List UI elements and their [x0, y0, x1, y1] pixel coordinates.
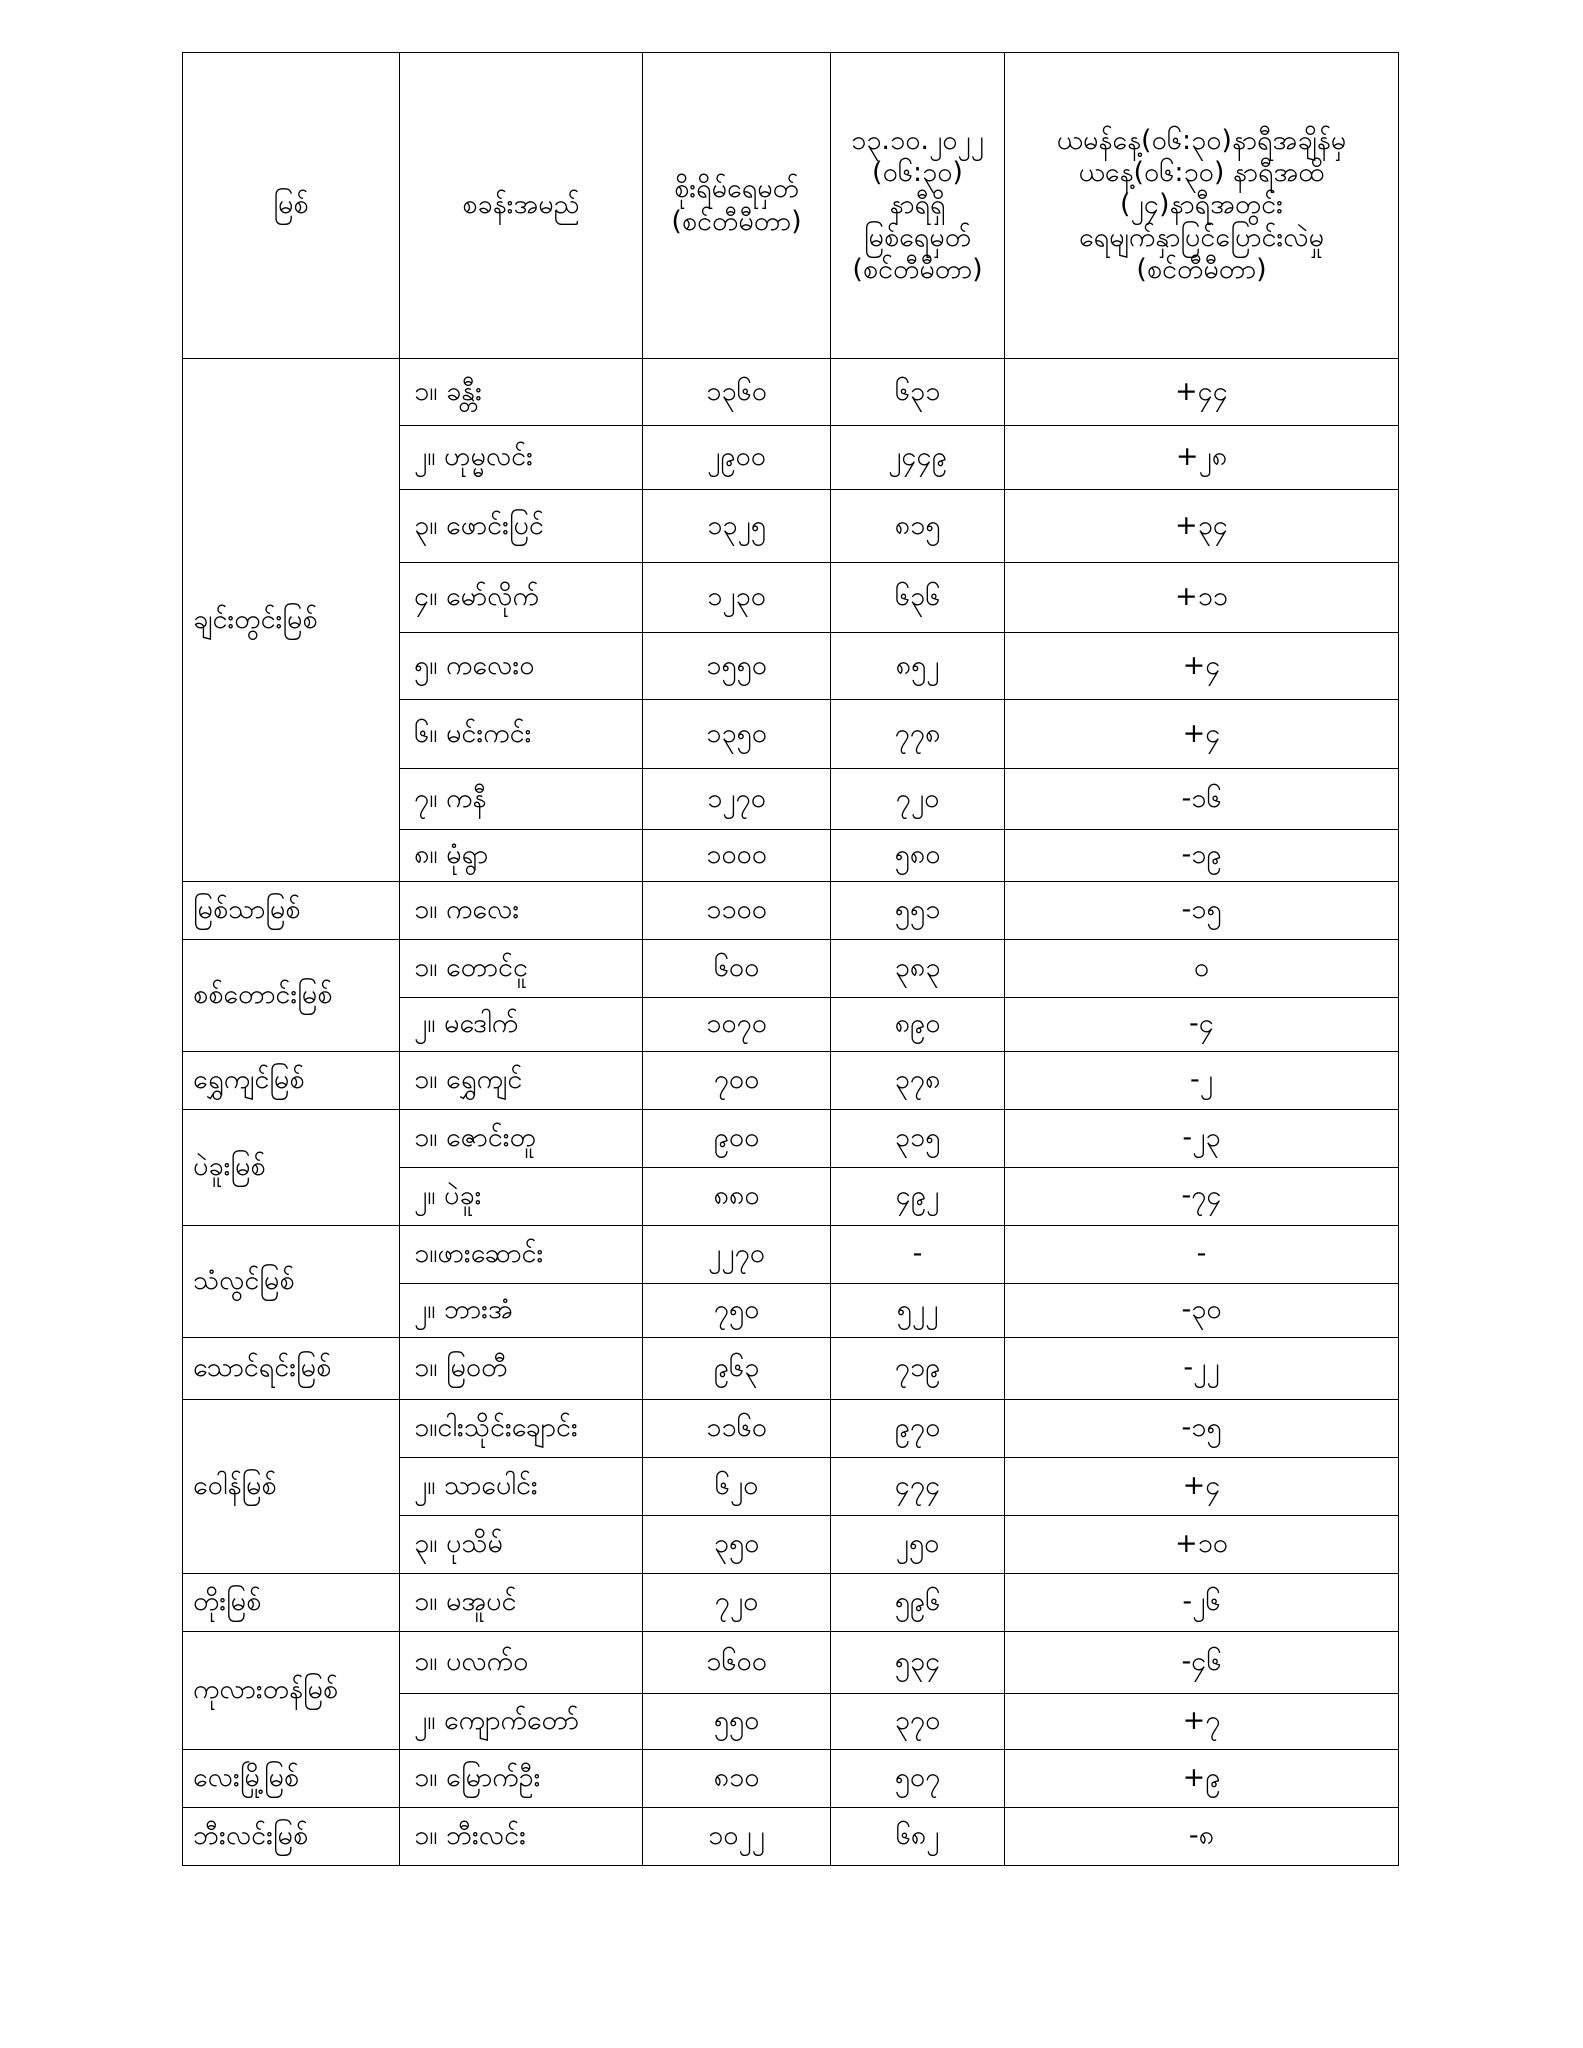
water-level-cell: ၅၂၂: [831, 1284, 1005, 1338]
water-level-cell: ၄၇၄: [831, 1458, 1005, 1516]
header-station: စခန်းအမည်: [400, 53, 643, 359]
level-change-cell: +၉: [1005, 1750, 1399, 1808]
level-change-cell: -၁၅: [1005, 1400, 1399, 1458]
station-name-cell: ၁။ ပလက်ဝ: [400, 1632, 643, 1694]
station-name-cell: ၃။ ဖောင်းပြင်: [400, 490, 643, 563]
table-row: [183, 1110, 1399, 1168]
station-name-cell: ၂။ ပဲခူး: [400, 1168, 643, 1226]
water-level-cell: ၅၈၀: [831, 830, 1005, 882]
table-row: [183, 1400, 1399, 1458]
river-name-cell: ဝေါန်မြစ်: [183, 1400, 400, 1574]
station-name-cell: ၁။ ကလေး: [400, 882, 643, 940]
danger-level-cell: ၅၅၀: [643, 1694, 831, 1750]
table-row: [183, 940, 1399, 998]
station-name-cell: ၂။ ဟုမ္မလင်း: [400, 426, 643, 490]
river-name-cell: သောင်ရင်းမြစ်: [183, 1338, 400, 1400]
danger-level-cell: ၃၅၀: [643, 1516, 831, 1574]
level-change-cell: +၄: [1005, 633, 1399, 700]
station-name-cell: ၁။ တောင်ငူ: [400, 940, 643, 998]
level-change-cell: -၂: [1005, 1052, 1399, 1110]
level-change-cell: -၁၅: [1005, 882, 1399, 940]
level-change-cell: -၂၃: [1005, 1110, 1399, 1168]
water-level-cell: ၈၉၀: [831, 998, 1005, 1052]
water-level-table: [182, 52, 1399, 1866]
river-name-cell: သံလွင်မြစ်: [183, 1226, 400, 1338]
danger-level-cell: ၇၂၀: [643, 1574, 831, 1632]
water-level-cell: ၉၇၀: [831, 1400, 1005, 1458]
danger-level-cell: ၆၂၀: [643, 1458, 831, 1516]
danger-level-cell: ၁၁၆၀: [643, 1400, 831, 1458]
water-level-cell: ၈၅၂: [831, 633, 1005, 700]
danger-level-cell: ၉၀၀: [643, 1110, 831, 1168]
river-name-cell: စစ်တောင်းမြစ်: [183, 940, 400, 1052]
water-level-cell: ၇၂၀: [831, 769, 1005, 830]
danger-level-cell: ၁၁၀၀: [643, 882, 831, 940]
water-level-cell: ၅၃၄: [831, 1632, 1005, 1694]
header-danger-level: စိုးရိမ်ရေမှတ် (စင်တီမီတာ): [643, 53, 831, 359]
danger-level-cell: ၉၆၃: [643, 1338, 831, 1400]
level-change-cell: -၁၉: [1005, 830, 1399, 882]
water-level-cell: ၆၃၁: [831, 359, 1005, 426]
level-change-cell: +၃၄: [1005, 490, 1399, 563]
water-level-cell: ၅၀၇: [831, 1750, 1005, 1808]
danger-level-cell: ၁၅၅၀: [643, 633, 831, 700]
station-name-cell: ၁။ ခန္တီး: [400, 359, 643, 426]
level-change-cell: +၄၄: [1005, 359, 1399, 426]
danger-level-cell: ၁၃၆၀: [643, 359, 831, 426]
water-level-cell: ၃၁၅: [831, 1110, 1005, 1168]
water-level-cell: ၆၈၂: [831, 1808, 1005, 1866]
table-row: [183, 1750, 1399, 1808]
station-name-cell: ၁။ ရွှေကျင်: [400, 1052, 643, 1110]
station-name-cell: ၂။ ဘားအံ: [400, 1284, 643, 1338]
level-change-cell: -၇၄: [1005, 1168, 1399, 1226]
danger-level-cell: ၁၃၂၅: [643, 490, 831, 563]
river-name-cell: ပဲခူးမြစ်: [183, 1110, 400, 1226]
level-change-cell: -၄၆: [1005, 1632, 1399, 1694]
table-row: [183, 1808, 1399, 1866]
header-water-level: ၁၃.၁၀.၂၀၂၂ (၀၆:၃၀) နာရီရှိ မြစ်ရေမှတ် (စင်တီမီတာ): [831, 53, 1005, 359]
station-name-cell: ၁။ မအူပင်: [400, 1574, 643, 1632]
level-change-cell: +၂၈: [1005, 426, 1399, 490]
water-level-cell: ၃၇၈: [831, 1052, 1005, 1110]
level-change-cell: +၁၀: [1005, 1516, 1399, 1574]
table-row: [183, 882, 1399, 940]
danger-level-cell: ၈၈၀: [643, 1168, 831, 1226]
danger-level-cell: ၁၆၀၀: [643, 1632, 831, 1694]
header-river: မြစ်: [183, 53, 400, 359]
danger-level-cell: ၆၀၀: [643, 940, 831, 998]
header-change: ယမန်နေ့(၀၆:၃၀)နာရီအချိန်မှ ယနေ့(၀၆:၃၀) နာရီအထိ (၂၄)နာရီအတွင်း ရေမျက်နှာပြင်ပြောင်းလဲမှု (စင်တီမီတာ): [1005, 53, 1399, 359]
danger-level-cell: ၇၀၀: [643, 1052, 831, 1110]
water-level-cell: -: [831, 1226, 1005, 1284]
danger-level-cell: ၇၅၀: [643, 1284, 831, 1338]
water-level-cell: ၃၈၃: [831, 940, 1005, 998]
danger-level-cell: ၁၀၂၂: [643, 1808, 831, 1866]
water-level-cell: ၇၇၈: [831, 700, 1005, 769]
danger-level-cell: ၁၃၅၀: [643, 700, 831, 769]
danger-level-cell: ၁၂၃၀: [643, 563, 831, 633]
river-name-cell: ကုလားတန်မြစ်: [183, 1632, 400, 1750]
station-name-cell: ၁။ဖားဆောင်း: [400, 1226, 643, 1284]
river-name-cell: တိုးမြစ်: [183, 1574, 400, 1632]
water-level-cell: ၅၅၁: [831, 882, 1005, 940]
table-row: [183, 359, 1399, 426]
river-name-cell: ရွှေကျင်မြစ်: [183, 1052, 400, 1110]
station-name-cell: ၃။ ပုသိမ်: [400, 1516, 643, 1574]
water-level-cell: ၆၃၆: [831, 563, 1005, 633]
level-change-cell: +၄: [1005, 700, 1399, 769]
water-level-cell: ၈၁၅: [831, 490, 1005, 563]
level-change-cell: +၄: [1005, 1458, 1399, 1516]
station-name-cell: ၄။ မော်လိုက်: [400, 563, 643, 633]
water-level-cell: ၇၁၉: [831, 1338, 1005, 1400]
station-name-cell: ၇။ ကနီ: [400, 769, 643, 830]
station-name-cell: ၁။ ဇောင်းတူ: [400, 1110, 643, 1168]
station-name-cell: ၂။ မဒေါက်: [400, 998, 643, 1052]
station-name-cell: ၁။ငါးသိုင်းချောင်း: [400, 1400, 643, 1458]
station-name-cell: ၈။ မုံရွာ: [400, 830, 643, 882]
station-name-cell: ၁။ မြောက်ဦး: [400, 1750, 643, 1808]
river-name-cell: ချင်းတွင်းမြစ်: [183, 359, 400, 882]
water-level-cell: ၂၅၀: [831, 1516, 1005, 1574]
station-name-cell: ၁။ မြဝတီ: [400, 1338, 643, 1400]
danger-level-cell: ၁၀၀၀: [643, 830, 831, 882]
level-change-cell: +၇: [1005, 1694, 1399, 1750]
danger-level-cell: ၈၁၀: [643, 1750, 831, 1808]
level-change-cell: ၀: [1005, 940, 1399, 998]
danger-level-cell: ၁၀၇၀: [643, 998, 831, 1052]
table-row: [183, 1574, 1399, 1632]
table-row: [183, 1338, 1399, 1400]
level-change-cell: -၁၆: [1005, 769, 1399, 830]
water-level-cell: ၅၉၆: [831, 1574, 1005, 1632]
table-body: [183, 359, 1399, 1866]
table-row: [183, 1052, 1399, 1110]
table-row: [183, 1226, 1399, 1284]
water-level-cell: ၄၉၂: [831, 1168, 1005, 1226]
level-change-cell: -၈: [1005, 1808, 1399, 1866]
station-name-cell: ၂။ သာပေါင်း: [400, 1458, 643, 1516]
station-name-cell: ၂။ ကျောက်တော်: [400, 1694, 643, 1750]
level-change-cell: -၂၂: [1005, 1338, 1399, 1400]
level-change-cell: -၄: [1005, 998, 1399, 1052]
river-name-cell: ဘီးလင်းမြစ်: [183, 1808, 400, 1866]
station-name-cell: ၅။ ကလေးဝ: [400, 633, 643, 700]
station-name-cell: ၁။ ဘီးလင်း: [400, 1808, 643, 1866]
level-change-cell: -: [1005, 1226, 1399, 1284]
danger-level-cell: ၂၉၀၀: [643, 426, 831, 490]
danger-level-cell: ၁၂၇၀: [643, 769, 831, 830]
danger-level-cell: ၂၂၇၀: [643, 1226, 831, 1284]
water-level-cell: ၂၄၄၉: [831, 426, 1005, 490]
header-row: [183, 53, 1399, 359]
level-change-cell: -၂၆: [1005, 1574, 1399, 1632]
table-row: [183, 1632, 1399, 1694]
level-change-cell: +၁၁: [1005, 563, 1399, 633]
river-name-cell: လေးမြို့မြစ်: [183, 1750, 400, 1808]
river-name-cell: မြစ်သာမြစ်: [183, 882, 400, 940]
water-level-cell: ၃၇၀: [831, 1694, 1005, 1750]
station-name-cell: ၆။ မင်းကင်း: [400, 700, 643, 769]
level-change-cell: -၃၀: [1005, 1284, 1399, 1338]
